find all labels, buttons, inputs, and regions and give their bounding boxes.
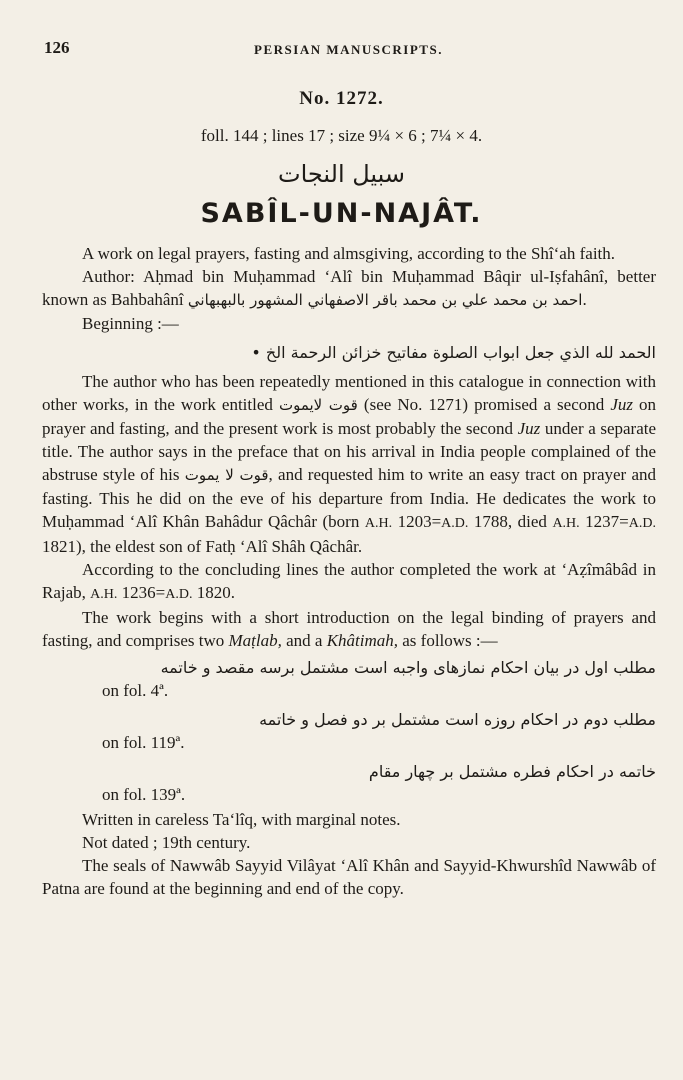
author-arabic: احمد بن محمد علي بن محمد باقر الاصفهاني المشهور بالبهبهاني (187, 291, 583, 309)
author-text: Author: Aḥmad bin Muḥammad ‘Alî bin Muḥammad Bâqir ul-Iṣfahânî, better known as Bahbahânî (42, 267, 656, 309)
p2-text-e: , and requested him to write an easy tract on prayer and fasting. This he did on the eve of his departure from India. He dedicates the work to Muḥammad ‘Alî Khân Bahâdur Qâchâr (born (42, 465, 656, 531)
page-number: 126 (44, 38, 70, 57)
description-paragraph-3 (42, 558, 656, 606)
section-entry (42, 708, 656, 756)
p3-text-b: 1820. (196, 583, 235, 602)
section-arabic: مطلب اول در بیان احکام نمازهای واجبه است مشتمل برسه مقصد و خاتمه (160, 658, 656, 677)
p2-text-c: on prayer and fasting, and the present work is most probably the second (42, 395, 657, 438)
p2-text-b: (see No. 1271) promised a second (363, 395, 605, 414)
era-ah-3: A.H. (90, 587, 118, 602)
date-1: 1203= (397, 512, 442, 531)
seals-note: The seals of Nawwâb Sayyid Vilâyat ‘Alî Khân and Sayyid-Khwurshîd Nawwâb of Patna are found at the beginning and end of the copy. (42, 856, 656, 898)
dated-note: Not dated ; 19th century. (82, 833, 251, 852)
date-3: 1237= (585, 512, 629, 531)
p4-matlab: Maṭlab, (228, 631, 282, 650)
era-ad-3: A.D. (165, 587, 193, 602)
section-folio: on fol. 139ª. (102, 785, 186, 804)
beginning-label: Beginning :— (82, 314, 179, 333)
description-paragraph: A work on legal prayers, fasting and almsgiving, according to the Shî‘ah faith. (82, 244, 616, 263)
era-ah-2: A.H. (552, 516, 580, 531)
p2-text-d: under a separate title. The author says in the preface that on his arrival in India people complained of the abstruse style of his (42, 419, 657, 484)
p2-arabic-1: قوت لايموت (278, 396, 358, 414)
arabic-title: سبيل النجات (277, 160, 406, 188)
page-header (44, 38, 653, 62)
section-folio: on fol. 4ª. (102, 681, 169, 700)
section-folio: on fol. 119ª. (102, 733, 185, 752)
p3-text-a: According to the concluding lines the author completed the work at ‘Aẓîmâbâd in Rajab, (42, 560, 656, 602)
p4-text-a: The work begins with a short introduction on the legal binding of prayers and fasting, and comprises two (42, 608, 656, 650)
section-entry (42, 656, 656, 704)
date-2: 1788, died (473, 512, 547, 531)
era-ah-1: A.H. (364, 516, 393, 531)
entry-body (42, 242, 656, 900)
description-paragraph-4 (42, 606, 656, 652)
section-arabic: خاتمه در احکام فطره مشتمل بر چهار مقام (368, 762, 656, 781)
p2-juz-1: Juz (610, 395, 633, 414)
era-ad-2: A.D. (628, 516, 656, 531)
p4-and: and a (286, 631, 323, 650)
p2-juz-2: Juz (517, 419, 541, 438)
written-note: Written in careless Ta‘lîq, with marginal notes. (82, 810, 401, 829)
p2-text-a: The author who has been repeatedly mentioned in this catalogue in connection with other works, in the work entitled (42, 372, 656, 414)
section-arabic: مطلب دوم در احکام روزه است مشتمل بر دو فصل و خاتمه (259, 710, 656, 729)
date-4: 1236= (121, 583, 166, 602)
p2-arabic-2: قوت لا يموت (184, 466, 269, 484)
running-head: PERSIAN MANUSCRIPTS. (254, 42, 443, 57)
p2-text-f: 1821), the eldest son of Fatḥ ‘Alî Shâh Qâchâr. (42, 537, 363, 556)
p4-text-b: as follows :— (402, 631, 498, 650)
entry-number: No. 1272. (299, 88, 384, 109)
author-paragraph: Author: Aḥmad bin Muḥammad ‘Alî bin Muḥammad Bâqir ul-Iṣfahânî, better known as Bahbahânî احمد بن محمد علي بن محمد باقر الاصفهاني المشهور بالبهبهاني. (42, 267, 656, 309)
section-entry (42, 760, 656, 808)
beginning-arabic: الحمد لله الذي جعل ابواب الصلوة مفاتيح خزائن الرحمة الخ • (251, 343, 656, 362)
description-paragraph-2 (42, 370, 656, 558)
entry-specs: foll. 144 ; lines 17 ; size 9¼ × 6 ; 7¼ × 4. (200, 126, 483, 145)
entry-title: SABÎL-UN-NAJÂT. (200, 198, 483, 229)
p4-khatimah: Khâtimah, (326, 631, 399, 650)
era-ad-1: A.D. (441, 516, 469, 531)
